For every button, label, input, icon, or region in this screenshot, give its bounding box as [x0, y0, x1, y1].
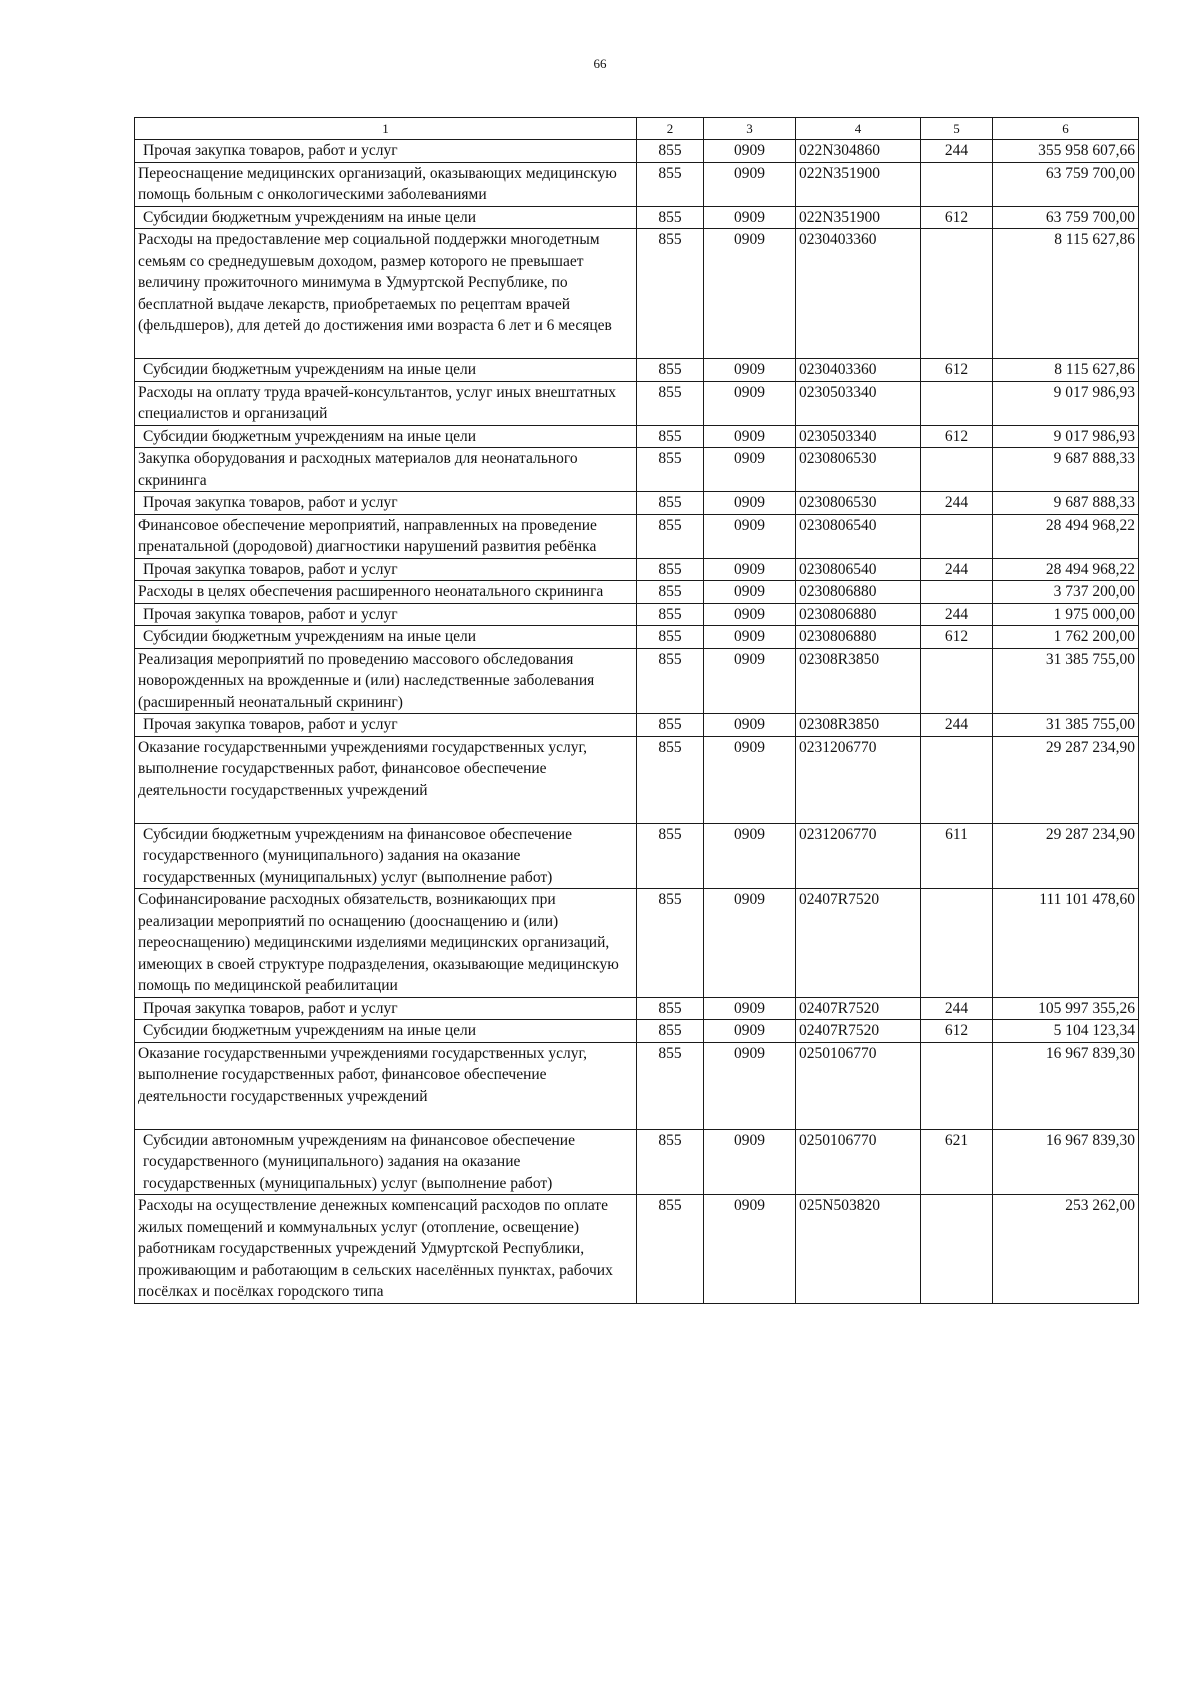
- table-row: [135, 162, 1139, 206]
- table-row: [135, 997, 1139, 1020]
- row-amount: 355 958 607,66: [993, 140, 1139, 163]
- row-target-code: 022N304860: [796, 140, 921, 163]
- row-amount: 31 385 755,00: [993, 648, 1139, 714]
- row-grbs-code: 855: [637, 140, 704, 163]
- row-target-code: 0231206770: [796, 736, 921, 823]
- row-section-code: 0909: [704, 448, 796, 492]
- row-section-code: 0909: [704, 1020, 796, 1043]
- row-grbs-code: 855: [637, 558, 704, 581]
- row-grbs-code: 855: [637, 581, 704, 604]
- row-section-code: 0909: [704, 162, 796, 206]
- table-row: [135, 229, 1139, 359]
- row-section-code: 0909: [704, 626, 796, 649]
- table-row: [135, 1042, 1139, 1129]
- row-section-code: 0909: [704, 492, 796, 515]
- row-target-code: 0230806880: [796, 581, 921, 604]
- row-grbs-code: 855: [637, 492, 704, 515]
- row-grbs-code: 855: [637, 206, 704, 229]
- header-row: [135, 118, 1139, 140]
- row-target-code: 0230806540: [796, 514, 921, 558]
- row-section-code: 0909: [704, 714, 796, 737]
- header-col-1: 1: [135, 118, 637, 140]
- row-amount: 1 975 000,00: [993, 603, 1139, 626]
- row-name: Расходы на предоставление мер социальной поддержки многодетным семьям со среднедушевым доходом, размер которого не превышает величину прожиточного минимума в Удмуртской Республике, по бесплатной выдаче лекарств, приобретаемых по рецептам врачей (фельдшеров), для детей до достижения ими возраста 6 лет и 6 месяцев: [135, 229, 637, 359]
- row-section-code: 0909: [704, 514, 796, 558]
- row-section-code: 0909: [704, 1042, 796, 1129]
- header-col-2: 2: [637, 118, 704, 140]
- table-row: [135, 736, 1139, 823]
- table-row: [135, 514, 1139, 558]
- row-grbs-code: 855: [637, 889, 704, 998]
- row-amount: 9 017 986,93: [993, 381, 1139, 425]
- table-header: [135, 118, 1139, 140]
- row-expense-type: [921, 736, 993, 823]
- row-expense-type: [921, 514, 993, 558]
- row-target-code: 0230806530: [796, 492, 921, 515]
- row-section-code: 0909: [704, 997, 796, 1020]
- row-name: Переоснащение медицинских организаций, оказывающих медицинскую помощь больным с онкологическими заболеваниями: [135, 162, 637, 206]
- table-row: [135, 714, 1139, 737]
- row-amount: 28 494 968,22: [993, 558, 1139, 581]
- row-target-code: 0230806530: [796, 448, 921, 492]
- row-target-code: 025N503820: [796, 1195, 921, 1304]
- row-expense-type: 244: [921, 997, 993, 1020]
- row-amount: 9 017 986,93: [993, 425, 1139, 448]
- row-grbs-code: 855: [637, 425, 704, 448]
- row-name: Реализация мероприятий по проведению массового обследования новорожденных на врожденные и (или) наследственные заболевания (расширенный неонатальный скрининг): [135, 648, 637, 714]
- row-target-code: 0230403360: [796, 359, 921, 382]
- table-row: [135, 492, 1139, 515]
- header-col-5: 5: [921, 118, 993, 140]
- row-amount: 29 287 234,90: [993, 823, 1139, 889]
- row-target-code: 022N351900: [796, 206, 921, 229]
- row-section-code: 0909: [704, 581, 796, 604]
- row-name: Субсидии автономным учреждениям на финансовое обеспечение государственного (муниципального) задания на оказание государственных (муниципальных) услуг (выполнение работ): [135, 1129, 637, 1195]
- table-row: [135, 140, 1139, 163]
- row-grbs-code: 855: [637, 714, 704, 737]
- row-grbs-code: 855: [637, 448, 704, 492]
- table-row: [135, 889, 1139, 998]
- row-grbs-code: 855: [637, 1042, 704, 1129]
- row-expense-type: 244: [921, 714, 993, 737]
- row-section-code: 0909: [704, 425, 796, 448]
- row-name: Прочая закупка товаров, работ и услуг: [135, 558, 637, 581]
- row-section-code: 0909: [704, 206, 796, 229]
- row-amount: 63 759 700,00: [993, 206, 1139, 229]
- row-section-code: 0909: [704, 359, 796, 382]
- budget-table: [134, 117, 1139, 1304]
- row-name: Прочая закупка товаров, работ и услуг: [135, 603, 637, 626]
- row-target-code: 0230403360: [796, 229, 921, 359]
- row-target-code: 0230806880: [796, 603, 921, 626]
- row-amount: 28 494 968,22: [993, 514, 1139, 558]
- row-target-code: 0230806880: [796, 626, 921, 649]
- row-target-code: 022N351900: [796, 162, 921, 206]
- row-name: Субсидии бюджетным учреждениям на иные цели: [135, 626, 637, 649]
- row-name: Оказание государственными учреждениями государственных услуг, выполнение государственных работ, финансовое обеспечение деятельности государственных учреждений: [135, 1042, 637, 1129]
- row-amount: 1 762 200,00: [993, 626, 1139, 649]
- row-expense-type: [921, 889, 993, 998]
- table-row: [135, 823, 1139, 889]
- table-row: [135, 626, 1139, 649]
- row-expense-type: 244: [921, 492, 993, 515]
- row-expense-type: 244: [921, 603, 993, 626]
- row-amount: 111 101 478,60: [993, 889, 1139, 998]
- row-section-code: 0909: [704, 1129, 796, 1195]
- row-target-code: 02308R3850: [796, 648, 921, 714]
- table-row: [135, 648, 1139, 714]
- row-section-code: 0909: [704, 140, 796, 163]
- row-amount: 31 385 755,00: [993, 714, 1139, 737]
- row-target-code: 0230503340: [796, 425, 921, 448]
- row-grbs-code: 855: [637, 823, 704, 889]
- row-expense-type: 612: [921, 359, 993, 382]
- row-name: Субсидии бюджетным учреждениям на иные цели: [135, 206, 637, 229]
- row-expense-type: 612: [921, 626, 993, 649]
- row-name: Прочая закупка товаров, работ и услуг: [135, 492, 637, 515]
- table-row: [135, 425, 1139, 448]
- row-grbs-code: 855: [637, 997, 704, 1020]
- row-target-code: 02407R7520: [796, 997, 921, 1020]
- table-row: [135, 448, 1139, 492]
- row-name: Прочая закупка товаров, работ и услуг: [135, 997, 637, 1020]
- row-section-code: 0909: [704, 648, 796, 714]
- row-name: Расходы на осуществление денежных компенсаций расходов по оплате жилых помещений и коммунальных услуг (отопление, освещение) работникам государственных учреждений Удмуртской Республики, проживающим и работающим в сельских населённых пунктах, рабочих посёлках и посёлках городского типа: [135, 1195, 637, 1304]
- row-section-code: 0909: [704, 823, 796, 889]
- row-name: Прочая закупка товаров, работ и услуг: [135, 714, 637, 737]
- row-name: Расходы на оплату труда врачей-консультантов, услуг иных внештатных специалистов и организаций: [135, 381, 637, 425]
- row-expense-type: [921, 1195, 993, 1304]
- row-expense-type: 612: [921, 1020, 993, 1043]
- row-section-code: 0909: [704, 603, 796, 626]
- row-section-code: 0909: [704, 1195, 796, 1304]
- table-body: [135, 140, 1139, 1304]
- table-row: [135, 1020, 1139, 1043]
- row-expense-type: 244: [921, 140, 993, 163]
- row-grbs-code: 855: [637, 229, 704, 359]
- row-expense-type: [921, 229, 993, 359]
- row-section-code: 0909: [704, 736, 796, 823]
- row-expense-type: 611: [921, 823, 993, 889]
- row-name: Субсидии бюджетным учреждениям на иные цели: [135, 359, 637, 382]
- row-amount: 105 997 355,26: [993, 997, 1139, 1020]
- row-grbs-code: 855: [637, 1020, 704, 1043]
- row-expense-type: [921, 581, 993, 604]
- row-expense-type: [921, 381, 993, 425]
- row-section-code: 0909: [704, 558, 796, 581]
- table-row: [135, 581, 1139, 604]
- row-expense-type: 244: [921, 558, 993, 581]
- row-target-code: 02407R7520: [796, 1020, 921, 1043]
- header-col-3: 3: [704, 118, 796, 140]
- row-amount: 63 759 700,00: [993, 162, 1139, 206]
- row-grbs-code: 855: [637, 381, 704, 425]
- row-grbs-code: 855: [637, 626, 704, 649]
- row-grbs-code: 855: [637, 359, 704, 382]
- row-expense-type: [921, 648, 993, 714]
- table-row: [135, 603, 1139, 626]
- row-name: Субсидии бюджетным учреждениям на финансовое обеспечение государственного (муниципального) задания на оказание государственных (муниципальных) услуг (выполнение работ): [135, 823, 637, 889]
- row-grbs-code: 855: [637, 162, 704, 206]
- row-target-code: 0250106770: [796, 1129, 921, 1195]
- row-amount: 16 967 839,30: [993, 1042, 1139, 1129]
- row-grbs-code: 855: [637, 1195, 704, 1304]
- table-row: [135, 206, 1139, 229]
- row-target-code: 02308R3850: [796, 714, 921, 737]
- row-name: Финансовое обеспечение мероприятий, направленных на проведение пренатальной (дородовой) диагностики нарушений развития ребёнка: [135, 514, 637, 558]
- row-target-code: 0230503340: [796, 381, 921, 425]
- row-grbs-code: 855: [637, 736, 704, 823]
- header-col-4: 4: [796, 118, 921, 140]
- row-section-code: 0909: [704, 381, 796, 425]
- row-expense-type: [921, 448, 993, 492]
- row-grbs-code: 855: [637, 603, 704, 626]
- row-amount: 9 687 888,33: [993, 492, 1139, 515]
- row-amount: 16 967 839,30: [993, 1129, 1139, 1195]
- table-row: [135, 1129, 1139, 1195]
- row-name: Закупка оборудования и расходных материалов для неонатального скрининга: [135, 448, 637, 492]
- table-row: [135, 558, 1139, 581]
- row-expense-type: 612: [921, 206, 993, 229]
- row-name: Прочая закупка товаров, работ и услуг: [135, 140, 637, 163]
- row-name: Оказание государственными учреждениями государственных услуг, выполнение государственных работ, финансовое обеспечение деятельности государственных учреждений: [135, 736, 637, 823]
- row-amount: 5 104 123,34: [993, 1020, 1139, 1043]
- row-amount: 3 737 200,00: [993, 581, 1139, 604]
- row-expense-type: [921, 162, 993, 206]
- row-amount: 8 115 627,86: [993, 359, 1139, 382]
- table-row: [135, 1195, 1139, 1304]
- table-row: [135, 359, 1139, 382]
- row-expense-type: 612: [921, 425, 993, 448]
- row-name: Субсидии бюджетным учреждениям на иные цели: [135, 425, 637, 448]
- row-section-code: 0909: [704, 229, 796, 359]
- row-name: Софинансирование расходных обязательств, возникающих при реализации мероприятий по оснащению (дооснащению и (или) переоснащению) медицинскими изделиями медицинских организаций, имеющих в своей структуре подразделения, оказывающие медицинскую помощь по медицинской реабилитации: [135, 889, 637, 998]
- row-target-code: 0250106770: [796, 1042, 921, 1129]
- row-target-code: 0230806540: [796, 558, 921, 581]
- row-amount: 9 687 888,33: [993, 448, 1139, 492]
- row-expense-type: 621: [921, 1129, 993, 1195]
- row-amount: 253 262,00: [993, 1195, 1139, 1304]
- row-name: Расходы в целях обеспечения расширенного неонатального скрининга: [135, 581, 637, 604]
- row-grbs-code: 855: [637, 1129, 704, 1195]
- row-amount: 8 115 627,86: [993, 229, 1139, 359]
- row-section-code: 0909: [704, 889, 796, 998]
- row-expense-type: [921, 1042, 993, 1129]
- row-target-code: 02407R7520: [796, 889, 921, 998]
- row-amount: 29 287 234,90: [993, 736, 1139, 823]
- row-name: Субсидии бюджетным учреждениям на иные цели: [135, 1020, 637, 1043]
- row-grbs-code: 855: [637, 648, 704, 714]
- row-target-code: 0231206770: [796, 823, 921, 889]
- header-col-6: 6: [993, 118, 1139, 140]
- row-grbs-code: 855: [637, 514, 704, 558]
- page-number: 66: [593, 56, 607, 71]
- table-row: [135, 381, 1139, 425]
